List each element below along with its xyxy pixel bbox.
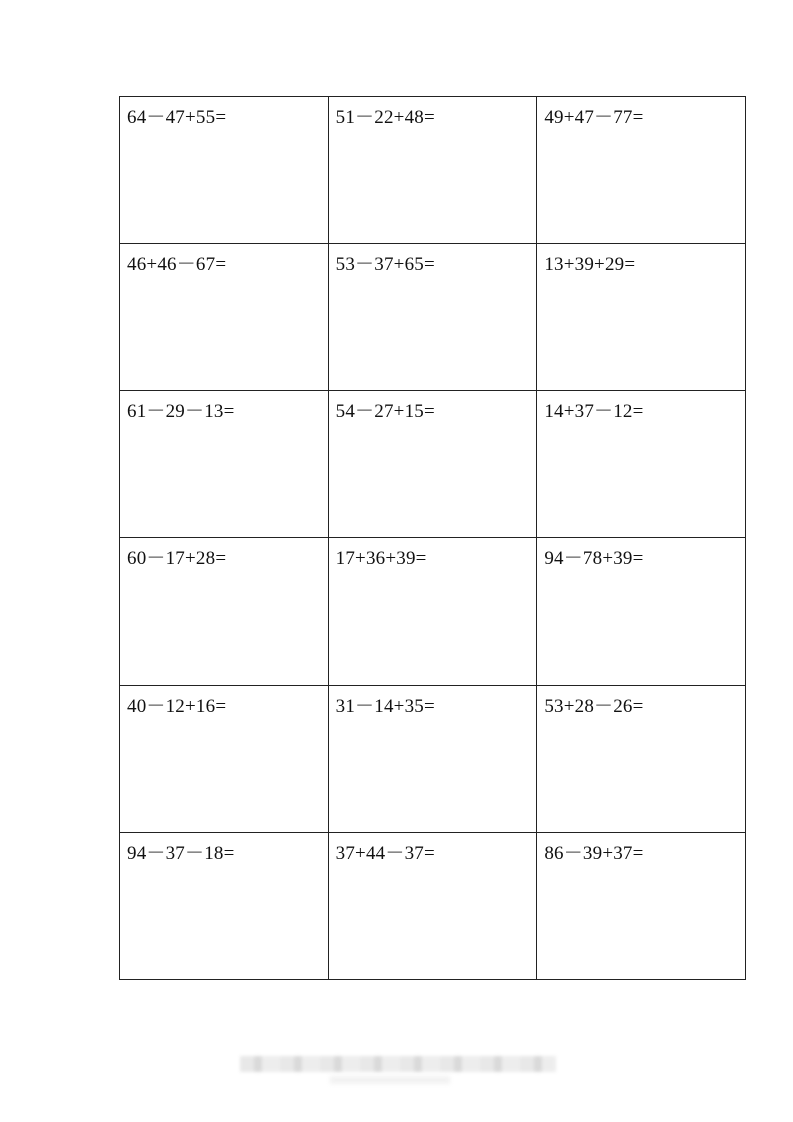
problem-cell [537, 685, 746, 832]
problem-cell [537, 244, 746, 391]
worksheet-grid [119, 96, 746, 980]
problem-text: 17+36+39= [335, 548, 427, 570]
problem-text: 46+46－67= [127, 254, 227, 276]
problem-text: 51－22+48= [335, 107, 435, 128]
problem-text: 64－47+55= [127, 107, 227, 128]
problem-cell [328, 538, 537, 685]
problem-cell [537, 832, 746, 979]
problem-cell [120, 244, 329, 391]
grid-row [120, 97, 746, 244]
problem-text: 54－27+15= [335, 401, 435, 423]
grid-row [120, 391, 746, 538]
problem-text: 14+37－12= [544, 401, 644, 423]
blurred-footer-watermark [240, 1056, 556, 1072]
problem-cell [537, 391, 746, 538]
grid-row [120, 244, 746, 391]
problem-cell [328, 391, 537, 538]
grid-row [120, 685, 746, 832]
problem-text: 94－78+39= [544, 548, 644, 570]
problem-text: 13+39+29= [544, 254, 636, 276]
problem-cell [537, 97, 746, 244]
blurred-footer-watermark-line [330, 1076, 450, 1084]
problem-text: 49+47－77= [544, 107, 644, 128]
problem-cell [120, 97, 329, 244]
grid-row [120, 832, 746, 979]
problem-text: 53+28－26= [544, 695, 644, 717]
problem-text: 37+44－37= [335, 842, 435, 864]
problem-text: 94－37－18= [127, 842, 235, 864]
problem-text: 61－29－13= [127, 401, 235, 423]
problem-cell [120, 391, 329, 538]
problem-text: 53－37+65= [335, 254, 435, 276]
problem-text: 86－39+37= [544, 842, 644, 864]
problem-cell [328, 97, 537, 244]
problem-cell [328, 244, 537, 391]
grid-row [120, 538, 746, 685]
problem-cell [120, 685, 329, 832]
problem-text: 60－17+28= [127, 548, 227, 570]
problem-cell [328, 832, 537, 979]
problem-cell [120, 832, 329, 979]
problem-text: 40－12+16= [127, 695, 227, 717]
problem-text: 31－14+35= [335, 695, 435, 717]
problem-cell [328, 685, 537, 832]
problem-cell [537, 538, 746, 685]
problem-cell [120, 538, 329, 685]
